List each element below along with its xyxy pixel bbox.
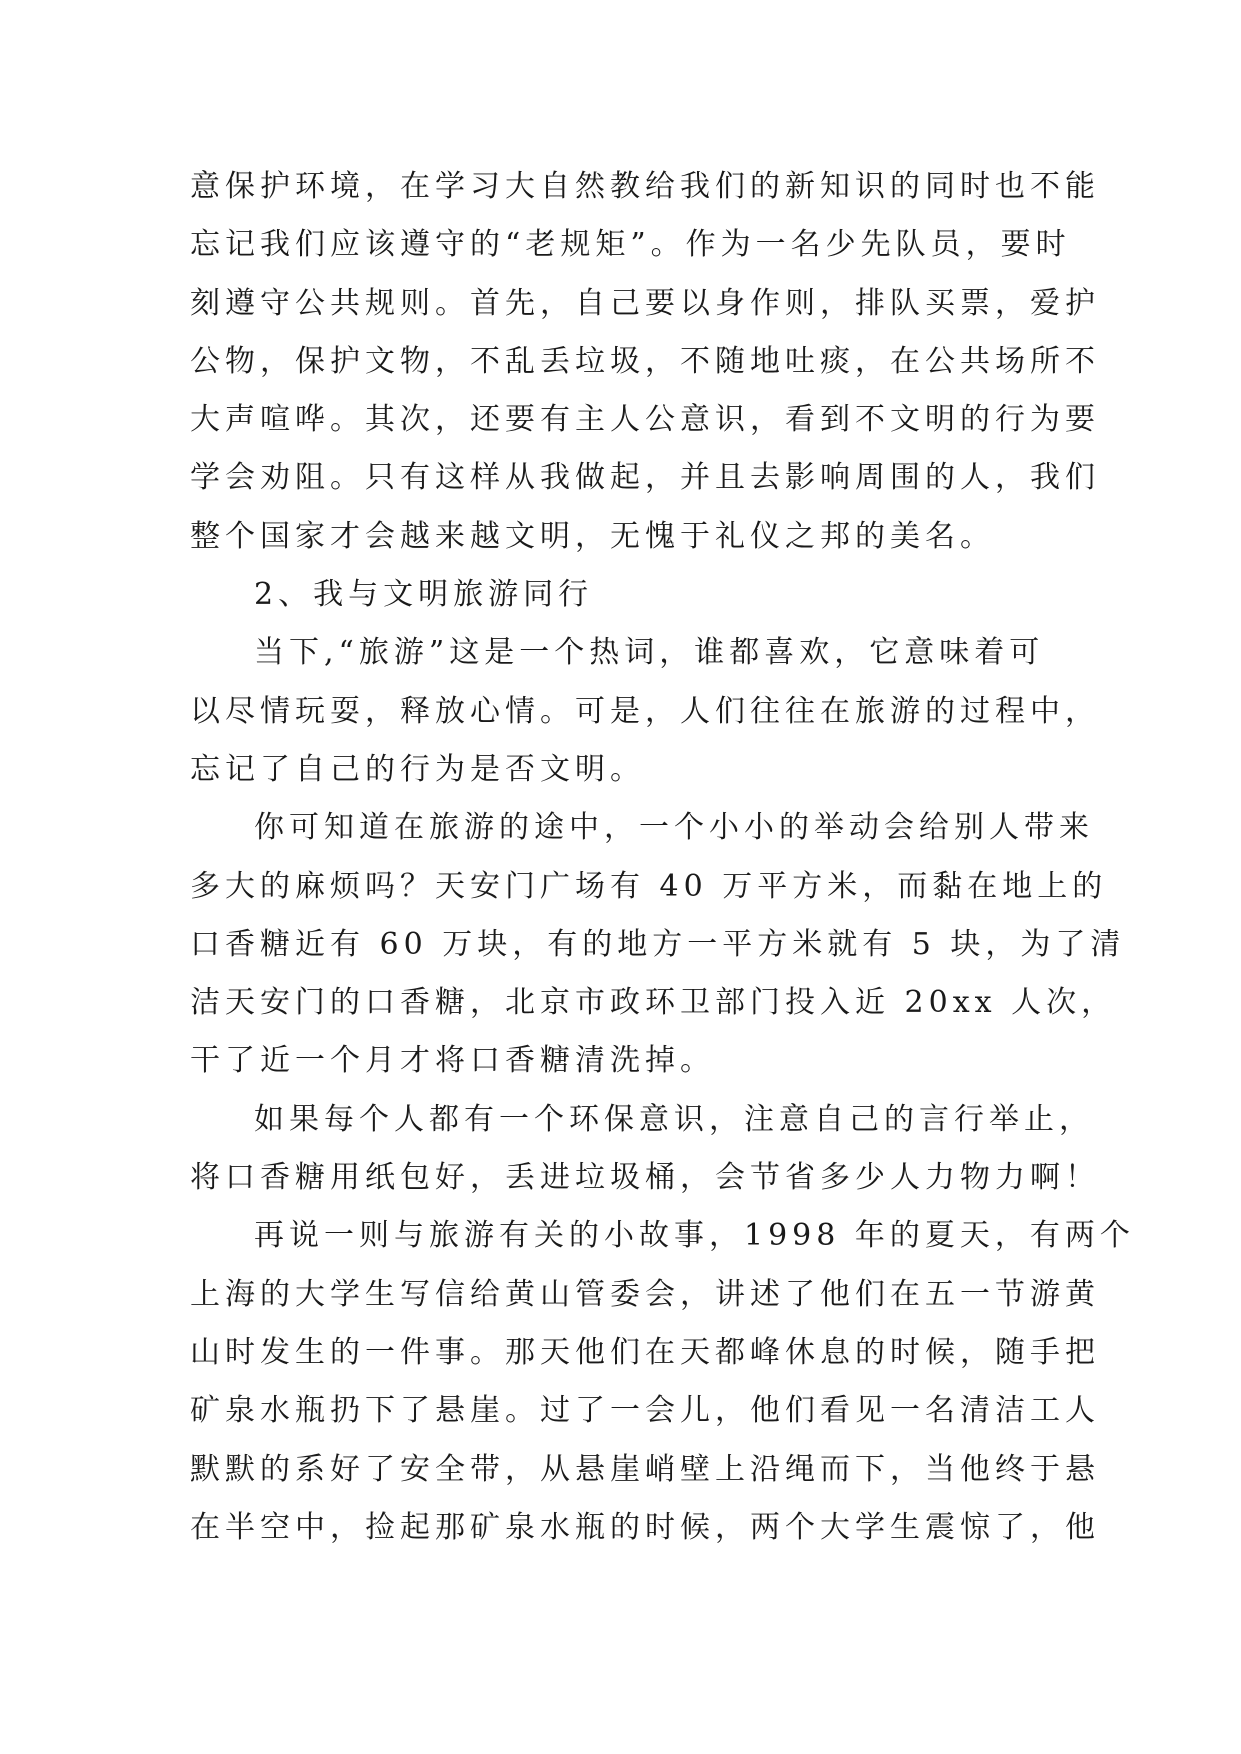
text-line-21: 山时发生的一件事。那天他们在天都峰休息的时候，随手把 — [190, 1334, 1100, 1370]
text-line-14: 口香糖近有 60 万块，有的地方一平方米就有 5 块，为了清 — [190, 926, 1126, 962]
text-line-6: 学会劝阻。只有这样从我做起，并且去影响周围的人，我们 — [190, 460, 1100, 496]
text-line-20: 上海的大学生写信给黄山管委会，讲述了他们在五一节游黄 — [190, 1276, 1100, 1312]
text-line-15: 洁天安门的口香糖，北京市政环卫部门投入近 20xx 人次， — [190, 985, 1117, 1021]
text-line-22: 矿泉水瓶扔下了悬崖。过了一会儿，他们看见一名清洁工人 — [190, 1393, 1100, 1429]
section-heading: 2、我与文明旅游同行 — [254, 577, 594, 613]
text-line-3: 刻遵守公共规则。首先，自己要以身作则，排队买票，爱护 — [190, 285, 1100, 321]
text-line-18: 将口香糖用纸包好，丢进垃圾桶，会节省多少人力物力啊！ — [190, 1160, 1100, 1196]
text-line-24: 在半空中，捡起那矿泉水瓶的时候，两个大学生震惊了，他 — [190, 1509, 1100, 1545]
text-line-2: 忘记我们应该遵守的“老规矩”。作为一名少先队员，要时 — [190, 227, 1071, 263]
text-line-5: 大声喧哗。其次，还要有主人公意识，看到不文明的行为要 — [190, 402, 1100, 438]
text-line-11: 忘记了自己的行为是否文明。 — [190, 751, 645, 787]
text-line-17: 如果每个人都有一个环保意识，注意自己的言行举止， — [254, 1101, 1094, 1137]
text-line-9: 当下,“旅游”这是一个热词，谁都喜欢，它意味着可 — [254, 635, 1045, 671]
text-line-12: 你可知道在旅游的途中，一个小小的举动会给别人带来 — [254, 810, 1094, 846]
text-line-1: 意保护环境，在学习大自然教给我们的新知识的同时也不能 — [190, 169, 1100, 204]
text-line-16: 干了近一个月才将口香糖清洗掉。 — [190, 1043, 715, 1079]
text-line-4: 公物，保护文物，不乱丢垃圾，不随地吐痰，在公共场所不 — [190, 343, 1100, 379]
text-line-13: 多大的麻烦吗？天安门广场有 40 万平方米，而黏在地上的 — [190, 868, 1108, 904]
document-body — [190, 158, 1135, 1557]
text-line-7: 整个国家才会越来越文明，无愧于礼仪之邦的美名。 — [190, 518, 995, 554]
text-line-10: 以尽情玩耍，释放心情。可是，人们往往在旅游的过程中， — [190, 693, 1100, 729]
text-line-23: 默默的系好了安全带，从悬崖峭壁上沿绳而下，当他终于悬 — [190, 1451, 1100, 1487]
text-line-19: 再说一则与旅游有关的小故事，1998 年的夏天，有两个 — [254, 1218, 1135, 1254]
